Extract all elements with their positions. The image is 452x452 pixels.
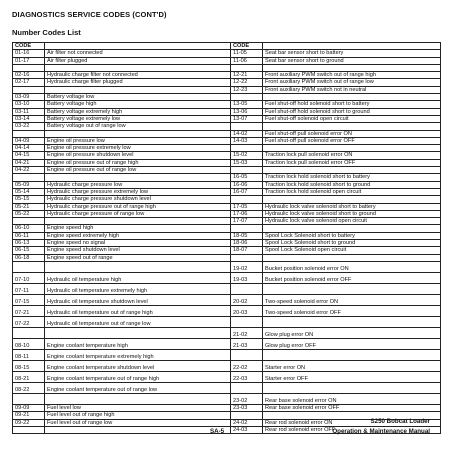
left-description-cell: Fuel level low	[45, 404, 231, 411]
left-description-cell: Engine speed high	[45, 225, 231, 232]
left-code-cell: 09-21	[13, 412, 45, 419]
left-description-cell: Hydraulic charge pressure out of range high	[45, 203, 231, 210]
left-description-cell: Engine speed shutdown level	[45, 247, 231, 254]
left-description-cell: Battery voltage low	[45, 94, 231, 101]
left-description-cell: Battery voltage extremely high	[45, 108, 231, 115]
left-code-cell	[13, 130, 45, 137]
table-row	[13, 181, 441, 188]
right-description-cell	[263, 196, 441, 203]
table-row	[13, 108, 441, 115]
left-code-cell: 06-10	[13, 225, 45, 232]
right-code-cell	[231, 382, 263, 393]
left-code-cell: 09-22	[13, 419, 45, 426]
left-description-cell: Hydraulic oil temperature out of range high	[45, 305, 231, 316]
left-code-cell: 01-16	[13, 50, 45, 57]
right-description-cell	[263, 225, 441, 232]
left-code-cell: 05-15	[13, 196, 45, 203]
right-description-cell: Traction lock hold solenoid open circuit	[263, 188, 441, 195]
left-code-cell: 07-15	[13, 294, 45, 305]
left-description-cell: Engine coolant temperature out of range low	[45, 382, 231, 393]
table-header-row	[13, 43, 441, 50]
right-code-cell: 21-02	[231, 327, 263, 338]
left-code-cell	[13, 64, 45, 71]
left-code-cell	[13, 393, 45, 404]
right-code-cell: 17-05	[231, 203, 263, 210]
right-description-cell	[263, 254, 441, 261]
left-code-cell	[13, 426, 45, 433]
right-code-cell: 13-05	[231, 101, 263, 108]
left-code-cell: 03-14	[13, 115, 45, 122]
right-code-cell	[231, 167, 263, 174]
right-code-cell: 24-03	[231, 426, 263, 433]
right-code-cell: 12-21	[231, 72, 263, 79]
right-code-cell: 15-02	[231, 152, 263, 159]
table-row	[13, 305, 441, 316]
left-description-cell: Engine speed no signal	[45, 240, 231, 247]
table-row	[13, 50, 441, 57]
left-description-cell	[45, 218, 231, 225]
left-description-cell: Battery voltage high	[45, 101, 231, 108]
table-row	[13, 240, 441, 247]
right-code-cell	[231, 349, 263, 360]
left-description-cell: Hydraulic charge pressure low	[45, 181, 231, 188]
left-code-cell: 05-21	[13, 203, 45, 210]
left-description-cell: Engine oil pressure low	[45, 137, 231, 144]
page-title: DIAGNOSTICS SERVICE CODES (CONT'D)	[12, 10, 167, 19]
left-description-cell: Hydraulic charge pressure extremely low	[45, 188, 231, 195]
right-code-cell: 23-03	[231, 404, 263, 411]
right-code-cell: 17-07	[231, 218, 263, 225]
table-row	[13, 404, 441, 411]
right-code-cell: 17-06	[231, 210, 263, 217]
left-code-cell: 06-11	[13, 232, 45, 239]
description-column-header	[263, 43, 441, 50]
table-row	[13, 115, 441, 122]
left-code-cell: 06-13	[13, 240, 45, 247]
right-description-cell: Spool Lock Solenoid open circuit	[263, 247, 441, 254]
left-description-cell: Battery voltage out of range low	[45, 123, 231, 130]
table-row	[13, 210, 441, 217]
left-description-cell	[45, 261, 231, 272]
right-code-cell: 18-07	[231, 247, 263, 254]
left-code-cell: 03-22	[13, 123, 45, 130]
left-description-cell: Air filter plugged	[45, 57, 231, 64]
table-row	[13, 64, 441, 71]
left-description-cell: Engine coolant temperature high	[45, 338, 231, 349]
code-column-header: CODE	[13, 43, 45, 50]
right-description-cell: Rear base solenoid error OFF	[263, 404, 441, 411]
table-row	[13, 232, 441, 239]
table-row	[13, 130, 441, 137]
right-description-cell: Traction lock hold solenoid short to battery	[263, 174, 441, 181]
left-code-cell: 07-22	[13, 316, 45, 327]
left-description-cell	[45, 130, 231, 137]
left-code-cell: 05-09	[13, 181, 45, 188]
left-code-cell: 07-11	[13, 283, 45, 294]
description-column-header	[45, 43, 231, 50]
right-description-cell: Front auxiliary PWM switch out of range high	[263, 72, 441, 79]
right-description-cell	[263, 145, 441, 152]
right-code-cell	[231, 145, 263, 152]
left-code-cell: 04-21	[13, 159, 45, 166]
footer-model: S250 Bobcat Loader	[370, 418, 430, 425]
right-description-cell	[263, 64, 441, 71]
left-description-cell: Hydraulic oil temperature high	[45, 272, 231, 283]
right-description-cell: Fuel shut-off pull solenoid error OFF	[263, 137, 441, 144]
right-code-cell: 16-06	[231, 181, 263, 188]
table-row	[13, 316, 441, 327]
right-code-cell: 21-03	[231, 338, 263, 349]
right-code-cell: 18-06	[231, 240, 263, 247]
right-description-cell: Front auxiliary PWM switch out of range low	[263, 79, 441, 86]
right-code-cell	[231, 316, 263, 327]
right-code-cell: 16-07	[231, 188, 263, 195]
left-code-cell: 08-11	[13, 349, 45, 360]
right-description-cell: Glow plug error OFF	[263, 338, 441, 349]
left-code-cell: 01-17	[13, 57, 45, 64]
table-row	[13, 218, 441, 225]
left-description-cell	[45, 86, 231, 93]
right-code-cell	[231, 254, 263, 261]
table-row	[13, 349, 441, 360]
right-description-cell: Glow plug error ON	[263, 327, 441, 338]
right-code-cell: 22-02	[231, 360, 263, 371]
table-row	[13, 145, 441, 152]
left-description-cell: Engine oil pressure out of range high	[45, 159, 231, 166]
right-description-cell: Starter error OFF	[263, 371, 441, 382]
table-row	[13, 152, 441, 159]
left-code-cell: 05-22	[13, 210, 45, 217]
table-row	[13, 72, 441, 79]
right-description-cell: Fuel shut-off hold solenoid short to ground	[263, 108, 441, 115]
table-row	[13, 101, 441, 108]
left-description-cell: Hydraulic charge filter plugged	[45, 79, 231, 86]
right-code-cell: 19-03	[231, 272, 263, 283]
left-description-cell: Engine coolant temperature extremely high	[45, 349, 231, 360]
left-code-cell: 02-16	[13, 72, 45, 79]
right-description-cell: Traction lock hold solenoid short to ground	[263, 181, 441, 188]
right-code-cell: 11-05	[231, 50, 263, 57]
table-row	[13, 261, 441, 272]
right-description-cell: Fuel shut-off hold solenoid short to battery	[263, 101, 441, 108]
table-row	[13, 327, 441, 338]
right-code-cell: 18-05	[231, 232, 263, 239]
left-code-cell: 04-22	[13, 167, 45, 174]
codes-table-body	[13, 50, 441, 434]
table-row	[13, 254, 441, 261]
right-description-cell: Bucket position solenoid error ON	[263, 261, 441, 272]
right-description-cell	[263, 283, 441, 294]
right-code-cell: 23-02	[231, 393, 263, 404]
left-description-cell: Fuel level out of range low	[45, 419, 231, 426]
left-code-cell	[13, 261, 45, 272]
left-description-cell	[45, 174, 231, 181]
right-description-cell: Hydraulic lock valve solenoid short to ground	[263, 210, 441, 217]
right-description-cell: Spool Lock Solenoid short to ground	[263, 240, 441, 247]
right-description-cell: Bucket position solenoid error OFF	[263, 272, 441, 283]
table-row	[13, 196, 441, 203]
left-description-cell: Hydraulic charge pressure shutdown level	[45, 196, 231, 203]
left-description-cell: Engine oil pressure extremely low	[45, 145, 231, 152]
right-description-cell: Two-speed solenoid error ON	[263, 294, 441, 305]
right-description-cell: Traction lock pull solenoid error OFF	[263, 159, 441, 166]
table-row	[13, 159, 441, 166]
right-code-cell: 20-03	[231, 305, 263, 316]
right-description-cell: Hydraulic lock valve solenoid short to battery	[263, 203, 441, 210]
left-description-cell: Hydraulic charge pressure of range low	[45, 210, 231, 217]
table-row	[13, 393, 441, 404]
left-code-cell: 05-14	[13, 188, 45, 195]
left-code-cell: 04-09	[13, 137, 45, 144]
left-code-cell	[13, 174, 45, 181]
table-row	[13, 272, 441, 283]
table-row	[13, 86, 441, 93]
left-code-cell	[13, 218, 45, 225]
right-description-cell: Rear base solenoid error ON	[263, 393, 441, 404]
right-code-cell: 13-06	[231, 108, 263, 115]
right-description-cell: Spool Lock Solenoid short to battery	[263, 232, 441, 239]
right-code-cell: 14-02	[231, 130, 263, 137]
right-description-cell: Rear rod solenoid error ON	[263, 419, 441, 426]
right-code-cell: 16-05	[231, 174, 263, 181]
left-description-cell: Hydraulic oil temperature extremely high	[45, 283, 231, 294]
left-description-cell: Fuel level out of range high	[45, 412, 231, 419]
table-row	[13, 371, 441, 382]
right-description-cell: Fuel shut-off pull solenoid error ON	[263, 130, 441, 137]
right-code-cell	[231, 283, 263, 294]
left-code-cell: 04-14	[13, 145, 45, 152]
table-row	[13, 167, 441, 174]
table-row	[13, 174, 441, 181]
right-description-cell: Fuel shut-off solenoid open circuit	[263, 115, 441, 122]
right-code-cell	[231, 196, 263, 203]
right-description-cell: Two-speed solenoid error OFF	[263, 305, 441, 316]
left-description-cell	[45, 426, 231, 433]
right-description-cell	[263, 94, 441, 101]
right-description-cell	[263, 349, 441, 360]
left-code-cell: 07-21	[13, 305, 45, 316]
table-row	[13, 283, 441, 294]
left-description-cell	[45, 64, 231, 71]
footer-page-number: SA-5	[210, 428, 225, 435]
right-code-cell: 22-03	[231, 371, 263, 382]
right-description-cell: Front auxiliary PWM switch not in neutral	[263, 86, 441, 93]
table-row	[13, 247, 441, 254]
left-description-cell	[45, 393, 231, 404]
right-description-cell	[263, 382, 441, 393]
right-code-cell: 12-22	[231, 79, 263, 86]
right-code-cell: 24-02	[231, 419, 263, 426]
table-row	[13, 203, 441, 210]
left-code-cell	[13, 86, 45, 93]
right-code-cell	[231, 64, 263, 71]
right-description-cell	[263, 167, 441, 174]
codes-table	[12, 42, 441, 434]
left-code-cell: 07-10	[13, 272, 45, 283]
right-code-cell: 15-03	[231, 159, 263, 166]
right-code-cell: 13-07	[231, 115, 263, 122]
left-description-cell: Engine speed out of range	[45, 254, 231, 261]
table-row	[13, 188, 441, 195]
left-code-cell	[13, 327, 45, 338]
right-code-cell	[231, 94, 263, 101]
left-code-cell: 08-15	[13, 360, 45, 371]
table-row	[13, 94, 441, 101]
left-code-cell: 06-18	[13, 254, 45, 261]
right-code-cell: 20-02	[231, 294, 263, 305]
right-code-cell	[231, 225, 263, 232]
left-description-cell: Battery voltage extremely low	[45, 115, 231, 122]
left-code-cell: 08-22	[13, 382, 45, 393]
right-description-cell: Seat bar sensor short to ground	[263, 57, 441, 64]
left-description-cell: Hydraulic oil temperature out of range low	[45, 316, 231, 327]
right-code-cell: 12-23	[231, 86, 263, 93]
section-subtitle: Number Codes List	[12, 28, 81, 37]
right-description-cell: Seat bar sensor short to battery	[263, 50, 441, 57]
table-row	[13, 294, 441, 305]
left-description-cell: Engine coolant temperature out of range high	[45, 371, 231, 382]
left-description-cell: Hydraulic charge filter not connected	[45, 72, 231, 79]
table-row	[13, 79, 441, 86]
left-description-cell: Air filter not connected	[45, 50, 231, 57]
left-code-cell: 09-09	[13, 404, 45, 411]
table-row	[13, 123, 441, 130]
left-code-cell: 02-17	[13, 79, 45, 86]
right-code-cell	[231, 123, 263, 130]
table-row	[13, 360, 441, 371]
table-row	[13, 225, 441, 232]
right-code-cell: 19-02	[231, 261, 263, 272]
left-code-cell: 08-21	[13, 371, 45, 382]
code-column-header: CODE	[231, 43, 263, 50]
right-description-cell: Rear rod solenoid error OFF	[263, 426, 441, 433]
table-row	[13, 57, 441, 64]
right-description-cell: Traction lock pull solenoid error ON	[263, 152, 441, 159]
left-description-cell: Engine speed extremely high	[45, 232, 231, 239]
left-description-cell: Engine oil pressure out of range low	[45, 167, 231, 174]
footer-manual-title: Operation & Maintenance Manual	[332, 428, 430, 435]
right-code-cell	[231, 412, 263, 419]
left-description-cell: Hydraulic oil temperature shutdown level	[45, 294, 231, 305]
table-row	[13, 338, 441, 349]
left-code-cell: 03-11	[13, 108, 45, 115]
left-code-cell: 03-10	[13, 101, 45, 108]
right-description-cell: Hydraulic lock valve solenoid open circuit	[263, 218, 441, 225]
right-code-cell: 14-03	[231, 137, 263, 144]
right-description-cell	[263, 123, 441, 130]
right-description-cell	[263, 316, 441, 327]
left-code-cell: 08-10	[13, 338, 45, 349]
table-row	[13, 137, 441, 144]
left-code-cell: 04-15	[13, 152, 45, 159]
table-row	[13, 382, 441, 393]
left-description-cell	[45, 327, 231, 338]
right-description-cell: Starter error ON	[263, 360, 441, 371]
left-code-cell: 06-15	[13, 247, 45, 254]
left-description-cell: Engine coolant temperature shutdown level	[45, 360, 231, 371]
left-code-cell: 03-09	[13, 94, 45, 101]
left-description-cell: Engine oil pressure shutdown level	[45, 152, 231, 159]
right-code-cell: 11-06	[231, 57, 263, 64]
